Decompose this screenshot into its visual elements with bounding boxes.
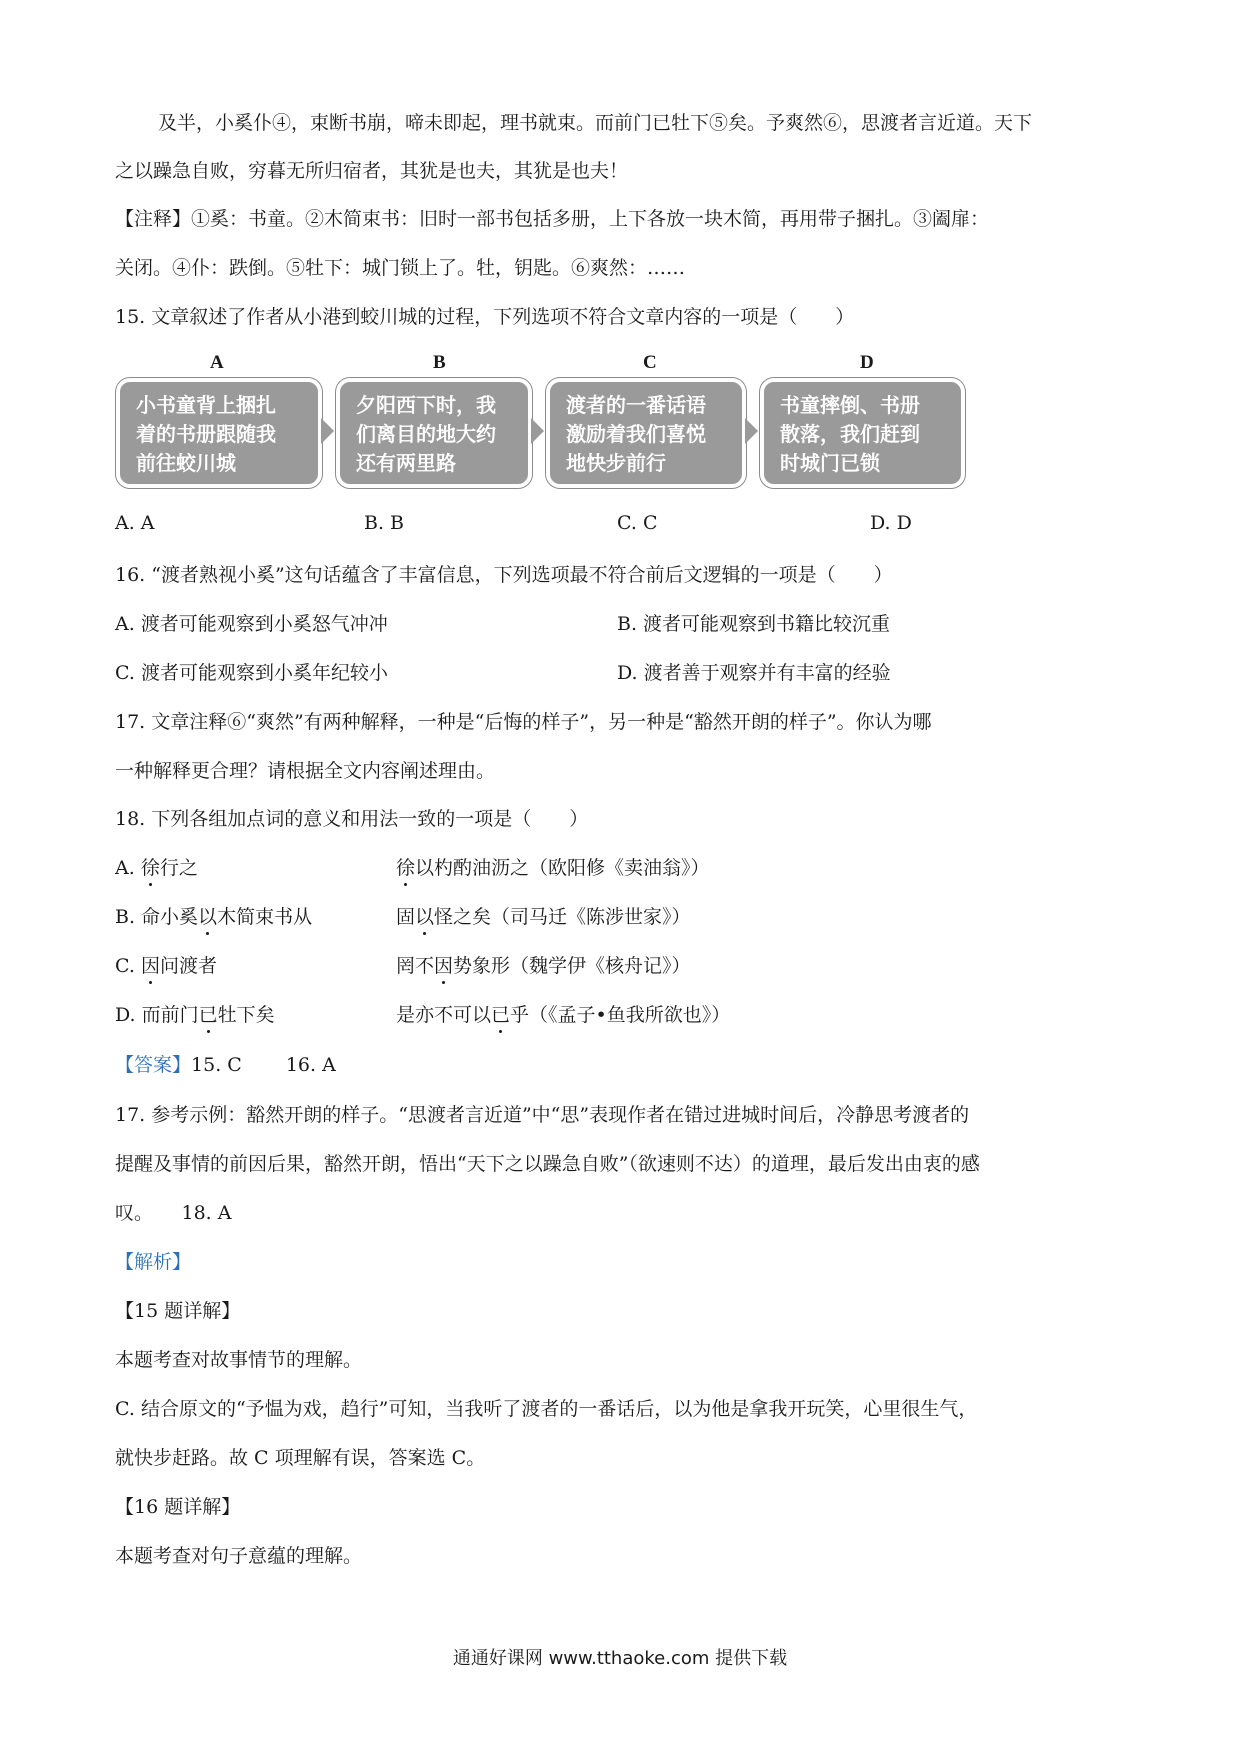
- passage-line: 之以躁急自败，穷暮无所归宿者，其犹是也夫，其犹是也夫！: [115, 160, 629, 182]
- answer-label: 【答案】: [115, 1054, 192, 1076]
- q15-option-c: C. C: [617, 512, 658, 534]
- q16-option-c: C. 渡者可能观察到小奚年纪较小: [115, 662, 388, 684]
- flow-box-line: 地快步前行: [566, 451, 666, 475]
- q18-option-b-right: 固以怪之矣（司马迁《陈涉世家》）: [396, 902, 691, 929]
- passage-line: 及半，小奚仆④，束断书崩，啼未即起，理书就束。而前门已牡下⑤矣。予爽然⑥，思渡者言近道。天下: [158, 112, 1033, 134]
- analysis-label: 【解析】: [115, 1251, 192, 1273]
- q18-option-c-left: C. 因问渡者: [115, 951, 217, 978]
- flow-box-line: 夕阳西下时，我: [356, 393, 496, 417]
- flow-box-line: 时城门已锁: [780, 451, 880, 475]
- q18-option-d-right: 是亦不可以已乎（《孟子•鱼我所欲也》）: [396, 1000, 730, 1027]
- answer-17-line: 叹。 18. A: [115, 1202, 232, 1224]
- q16-option-b: B. 渡者可能观察到书籍比较沉重: [617, 613, 891, 635]
- q16-option-a: A. 渡者可能观察到小奚怒气冲冲: [115, 613, 388, 635]
- flow-arrow-icon: [745, 418, 758, 444]
- q16-option-d: D. 渡者善于观察并有丰富的经验: [617, 662, 891, 684]
- q18-option-a-left: A. 徐行之: [115, 853, 198, 880]
- detail-15-line: 本题考查对故事情节的理解。: [115, 1349, 363, 1371]
- answer-17-line: 17. 参考示例：豁然开朗的样子。“思渡者言近道”中“思”表现作者在错过进城时间后，冷静思考渡者的: [115, 1104, 970, 1126]
- question-17: 17. 文章注释⑥“爽然”有两种解释，一种是“后悔的样子”，另一种是“豁然开朗的样子”。你认为哪: [115, 711, 932, 733]
- flow-letter-c: C: [643, 352, 657, 373]
- flow-arrow-icon: [531, 418, 544, 444]
- flow-box-line: 书童摔倒、书册: [780, 393, 920, 417]
- question-17-cont: 一种解释更合理？请根据全文内容阐述理由。: [115, 760, 496, 782]
- q18-option-d-left: D. 而前门已牡下矣: [115, 1000, 275, 1027]
- detail-15-heading: 【15 题详解】: [115, 1300, 241, 1322]
- flow-box-a: [116, 378, 322, 488]
- question-16: 16. “渡者熟视小奚”这句话蕴含了丰富信息，下列选项最不符合前后文逻辑的一项是（ ）: [115, 564, 893, 586]
- flow-box-line: 们离目的地大约: [356, 422, 496, 446]
- flow-letter-a: A: [210, 352, 224, 373]
- flow-box-line: 渡者的一番话语: [566, 393, 706, 417]
- detail-16-heading: 【16 题详解】: [115, 1496, 241, 1518]
- answer-values: 15. C 16. A: [191, 1054, 336, 1076]
- answer-17-line: 提醒及事情的前因后果，豁然开朗，悟出“天下之以躁急自败”（欲速则不达）的道理，最后发出由衷的感: [115, 1153, 980, 1175]
- q18-option-c-right: 罔不因势象形（魏学伊《核舟记》）: [396, 951, 691, 978]
- detail-15-line: 就快步赶路。故 C 项理解有误，答案选 C。: [115, 1447, 486, 1469]
- flow-box-line: 小书童背上捆扎: [136, 393, 276, 417]
- flow-box-line: 散落，我们赶到: [780, 422, 920, 446]
- q18-option-a-right: 徐以杓酌油沥之（欧阳修《卖油翁》）: [396, 853, 710, 880]
- q15-option-d: D. D: [870, 512, 912, 534]
- detail-15-line: C. 结合原文的“予愠为戏，趋行”可知，当我听了渡者的一番话后，以为他是拿我开玩笑，心里很生气，: [115, 1398, 978, 1420]
- page-footer: 通通好课网 www.tthaoke.com 提供下载: [452, 1648, 788, 1669]
- q18-option-b-left: B. 命小奚以木简束书从: [115, 902, 312, 929]
- flow-box-c: [546, 378, 746, 488]
- question-15: 15. 文章叙述了作者从小港到蛟川城的过程，下列选项不符合文章内容的一项是（ ）: [115, 306, 855, 328]
- flow-box-line: 前往蛟川城: [136, 451, 236, 475]
- flow-box-line: 着的书册跟随我: [136, 422, 276, 446]
- q15-option-b: B. B: [364, 512, 405, 534]
- notes-line: 关闭。④仆：跌倒。⑤牡下：城门锁上了。牡，钥匙。⑥爽然：……: [115, 257, 686, 279]
- question-18: 18. 下列各组加点词的意义和用法一致的一项是（ ）: [115, 808, 589, 830]
- flow-box-d: [760, 378, 965, 488]
- notes-line: 【注释】①奚：书童。②木简束书：旧时一部书包括多册，上下各放一块木简，再用带子捆扎。③阖扉：: [115, 208, 990, 230]
- detail-16-line: 本题考查对句子意蕴的理解。: [115, 1545, 363, 1567]
- flow-arrow-icon: [321, 418, 334, 444]
- flow-box-b: [336, 378, 532, 488]
- q15-option-a: A. A: [115, 512, 155, 534]
- flow-letter-b: B: [433, 352, 446, 373]
- answer-line: [115, 1050, 336, 1077]
- flow-box-line: 还有两里路: [356, 451, 456, 475]
- flow-letter-d: D: [860, 352, 874, 373]
- flow-box-line: 激励着我们喜悦: [566, 422, 706, 446]
